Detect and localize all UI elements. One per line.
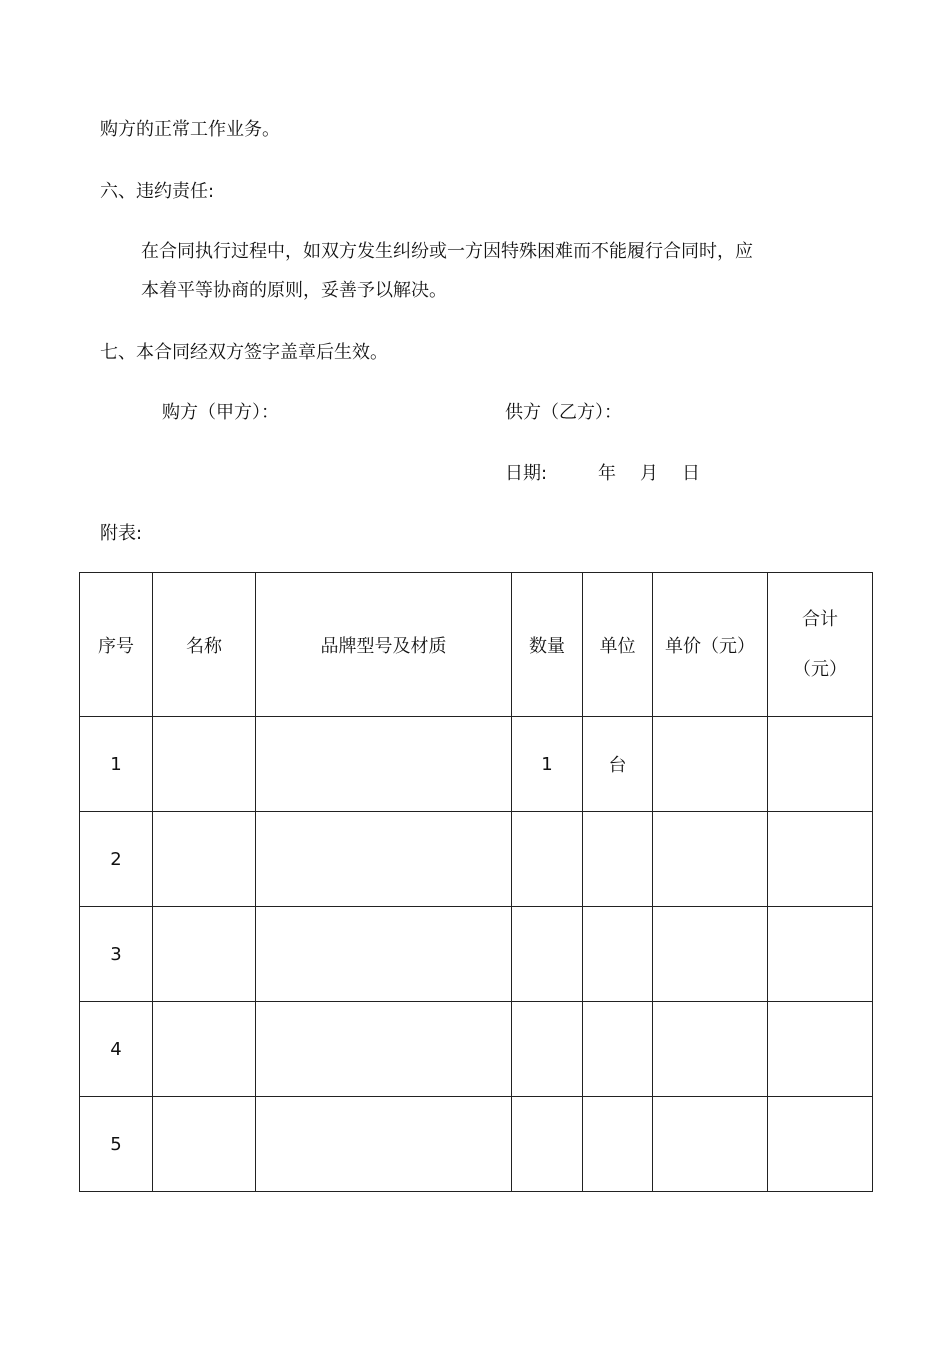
date-year-label: 年 [598, 463, 616, 484]
header-name: 名称 [153, 573, 256, 717]
cell-name [153, 717, 256, 812]
date-day-label: 日 [682, 463, 700, 484]
table-row [80, 812, 873, 907]
cell-unit: 台 [583, 717, 653, 812]
cell-unit-price [653, 907, 768, 1002]
appendix-table [79, 572, 873, 1192]
header-total-line-2: （元） [793, 658, 847, 680]
cell-quantity: 1 [512, 717, 583, 812]
header-quantity: 数量 [512, 573, 583, 717]
header-total-line-1: 合计 [802, 608, 838, 630]
header-unit: 单位 [583, 573, 653, 717]
cell-brand-model-material [256, 1002, 512, 1097]
cell-index: 3 [80, 907, 153, 1002]
cell-brand-model-material [256, 812, 512, 907]
header-index: 序号 [80, 573, 153, 717]
section-heading-effective-clause: 七、本合同经双方签字盖章后生效。 [100, 342, 388, 363]
header-unit-price: 单价（元） [653, 573, 768, 717]
section-heading-breach-liability: 六、违约责任: [100, 181, 215, 202]
table-row [80, 907, 873, 1002]
body-text-line: 购方的正常工作业务。 [100, 119, 280, 140]
cell-unit [583, 1002, 653, 1097]
section-6-paragraph-line-2: 本着平等协商的原则，妥善予以解决。 [141, 280, 447, 301]
cell-index: 4 [80, 1002, 153, 1097]
table-row [80, 1002, 873, 1097]
cell-index: 1 [80, 717, 153, 812]
table-header-row [80, 573, 873, 717]
header-total [768, 573, 873, 717]
cell-index: 5 [80, 1097, 153, 1192]
cell-unit [583, 1097, 653, 1192]
cell-total [768, 1002, 873, 1097]
table-row [80, 717, 873, 812]
cell-index: 2 [80, 812, 153, 907]
table-row [80, 1097, 873, 1192]
appendix-label: 附表: [100, 523, 143, 544]
cell-brand-model-material [256, 1097, 512, 1192]
cell-name [153, 812, 256, 907]
cell-unit-price [653, 717, 768, 812]
cell-quantity [512, 1002, 583, 1097]
cell-total [768, 907, 873, 1002]
supplier-signature-label: 供方（乙方）： [505, 402, 622, 423]
cell-name [153, 1002, 256, 1097]
cell-quantity [512, 1097, 583, 1192]
date-month-label: 月 [640, 463, 658, 484]
section-6-paragraph-line-1: 在合同执行过程中，如双方发生纠纷或一方因特殊困难而不能履行合同时，应 [141, 241, 753, 262]
cell-unit-price [653, 1097, 768, 1192]
cell-quantity [512, 907, 583, 1002]
cell-name [153, 907, 256, 1002]
cell-unit-price [653, 1002, 768, 1097]
cell-unit-price [653, 812, 768, 907]
cell-quantity [512, 812, 583, 907]
cell-brand-model-material [256, 717, 512, 812]
cell-total [768, 1097, 873, 1192]
cell-total [768, 812, 873, 907]
cell-name [153, 1097, 256, 1192]
cell-brand-model-material [256, 907, 512, 1002]
cell-total [768, 717, 873, 812]
date-label: 日期: [505, 463, 548, 484]
cell-unit [583, 812, 653, 907]
cell-unit [583, 907, 653, 1002]
buyer-signature-label: 购方（甲方）： [162, 402, 279, 423]
header-brand-model-material: 品牌型号及材质 [256, 573, 512, 717]
